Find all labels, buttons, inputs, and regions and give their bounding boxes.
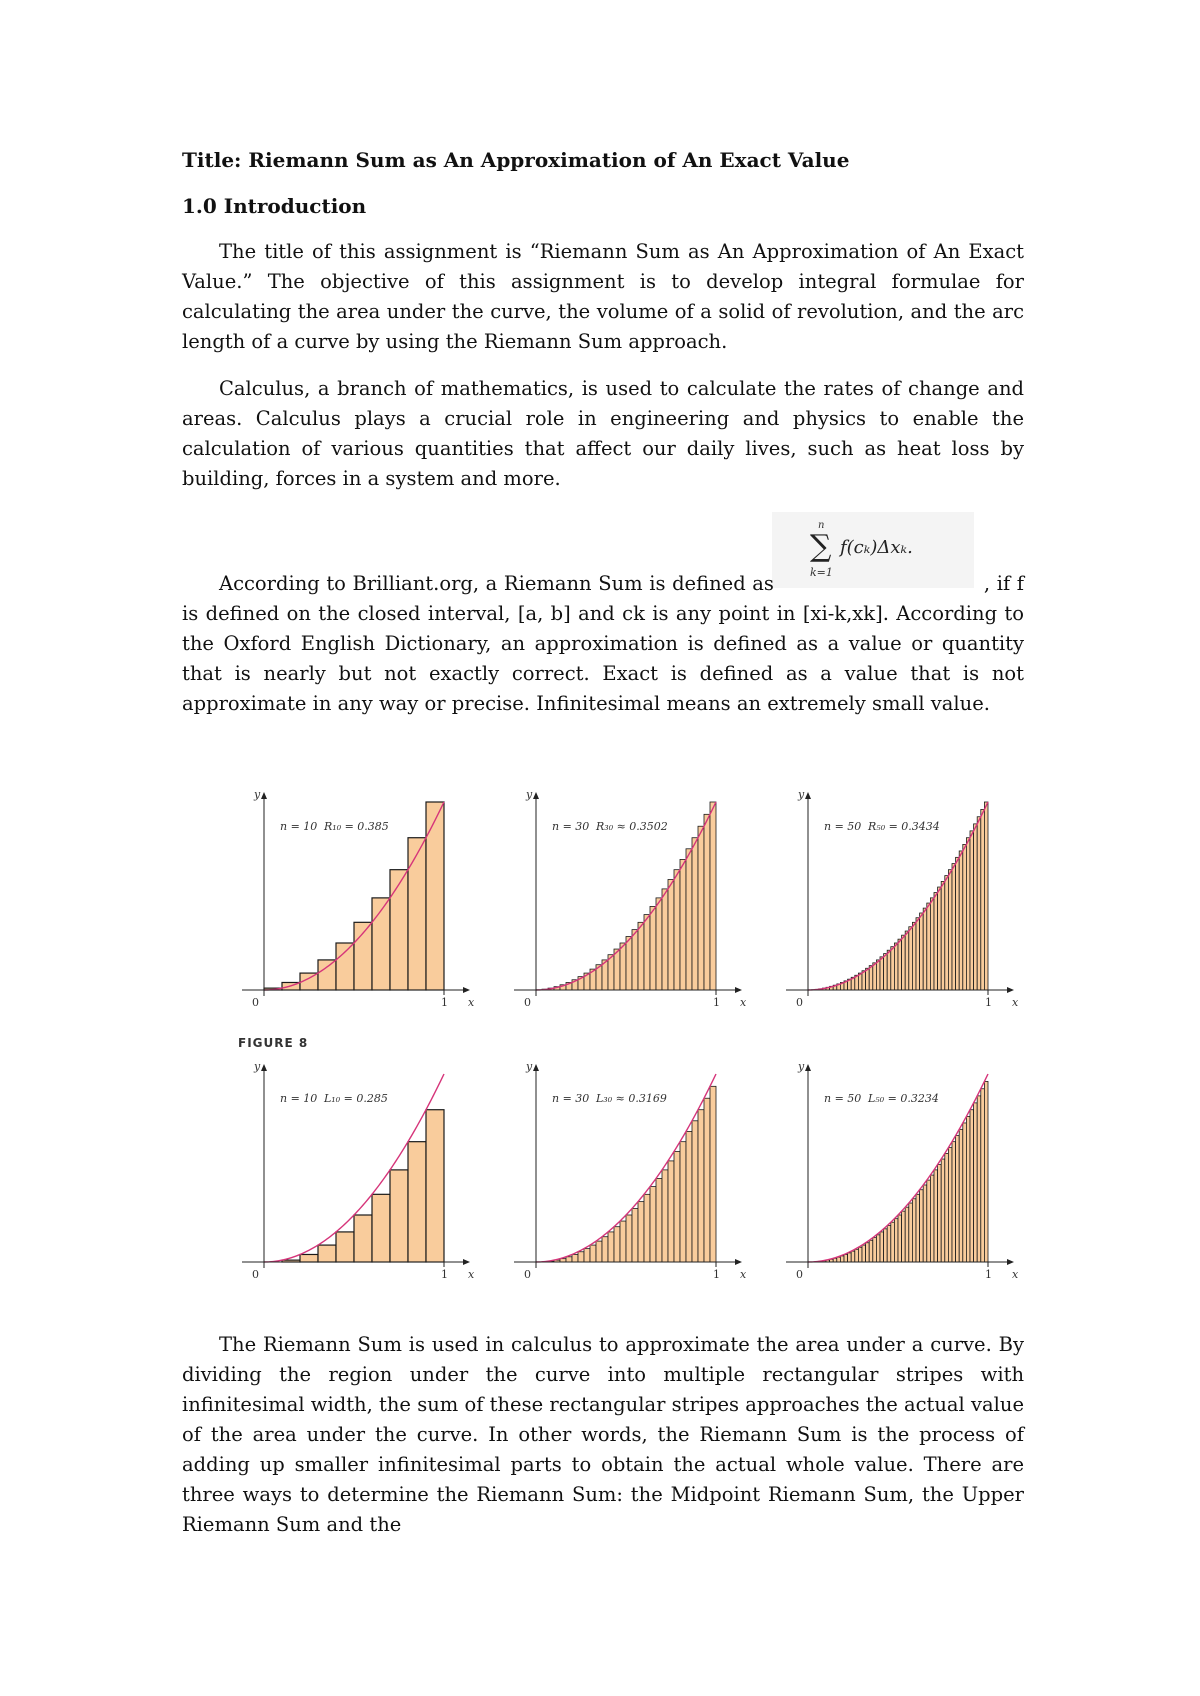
riemann-bar xyxy=(686,1131,692,1262)
riemann-bar xyxy=(620,1221,626,1262)
riemann-bar xyxy=(891,1222,895,1262)
formula-placeholder xyxy=(774,569,984,597)
riemann-bar xyxy=(668,1161,674,1262)
riemann-bar xyxy=(880,1232,884,1262)
riemann-bar xyxy=(848,1253,852,1262)
riemann-bar xyxy=(902,935,906,990)
riemann-bar xyxy=(963,844,967,990)
riemann-bar xyxy=(584,1249,590,1262)
formula-sum-top: n xyxy=(818,520,825,531)
x-axis-label: x xyxy=(1012,1268,1019,1281)
riemann-sum-value-label: R₃₀ ≈ 0.3502 xyxy=(596,820,668,833)
riemann-bar xyxy=(894,1219,898,1262)
intro-paragraph-1 xyxy=(182,237,1024,357)
riemann-bar xyxy=(680,1142,686,1262)
document-title: Title: Riemann Sum as An Approximation of An Exact Value xyxy=(182,148,850,172)
riemann-bar xyxy=(602,1237,608,1262)
partition-count-label: n = 30 xyxy=(552,820,590,833)
riemann-bar xyxy=(916,918,920,990)
riemann-bar xyxy=(336,943,354,990)
riemann-explanation-paragraph xyxy=(182,1330,1024,1540)
riemann-bar xyxy=(650,1187,656,1262)
riemann-bar xyxy=(844,1254,848,1262)
x-axis-arrow-icon xyxy=(1007,987,1014,993)
riemann-bar xyxy=(620,943,626,990)
riemann-bar xyxy=(300,1254,318,1262)
y-axis-arrow-icon xyxy=(261,1064,267,1071)
origin-tick-label: 0 xyxy=(252,996,259,1009)
riemann-bar xyxy=(898,939,902,990)
origin-tick-label: 0 xyxy=(796,996,803,1009)
y-axis-label: y xyxy=(254,1060,261,1073)
riemann-bar xyxy=(909,927,913,990)
riemann-bar xyxy=(956,857,960,990)
y-axis-arrow-icon xyxy=(805,1064,811,1071)
riemann-bar xyxy=(650,906,656,990)
riemann-chart-left-n50 xyxy=(780,1060,1030,1281)
riemann-bar xyxy=(710,1086,716,1262)
riemann-bar xyxy=(963,1123,967,1262)
riemann-chart-left-n10 xyxy=(236,1060,486,1281)
riemann-sum-value-label: R₅₀ = 0.3434 xyxy=(868,820,940,833)
riemann-bar xyxy=(698,826,704,990)
formula-body: f(cₖ)Δxₖ. xyxy=(840,537,913,558)
riemann-bar xyxy=(912,1199,916,1262)
origin-tick-label: 0 xyxy=(524,996,531,1009)
riemann-bar xyxy=(948,1148,952,1262)
riemann-bar xyxy=(934,893,938,990)
paragraph-text: Calculus, a branch of mathematics, is used to calculate the rates of change and areas. Calculus plays a crucial role in engineering and physics to enable the calculation of various quantities that affect our daily lives, such as heat loss by building, forces in a system and more. xyxy=(182,377,1024,490)
riemann-bar xyxy=(560,1259,566,1262)
riemann-bar xyxy=(608,1232,614,1262)
definition-text-after: , if f is defined on the closed interval, [a, b] and ck is any point in [xi-k,xk]. According to the Oxford English Dictionary, an approximation is defined as a value or quantity that is nearly but not exactly correct. Exact is defined as a value that is not approximate in any way or precise. Infinitesimal means an extremely small value. xyxy=(182,572,1024,715)
riemann-bar xyxy=(668,880,674,991)
riemann-bar xyxy=(354,1215,372,1262)
riemann-bar xyxy=(970,831,974,990)
riemann-bar xyxy=(426,1110,444,1262)
partition-count-label: n = 50 xyxy=(824,1092,862,1105)
x-tick-label: 1 xyxy=(441,996,448,1009)
definition-text-before: According to Brilliant.org, a Riemann Sum is defined as xyxy=(219,572,774,595)
origin-tick-label: 0 xyxy=(524,1268,531,1281)
riemann-chart-right-n30 xyxy=(508,788,758,1009)
riemann-bar xyxy=(390,870,408,990)
riemann-bar xyxy=(632,930,638,990)
riemann-bar xyxy=(390,1170,408,1262)
riemann-bar xyxy=(959,851,963,990)
riemann-bar xyxy=(934,1170,938,1262)
riemann-bar xyxy=(876,960,880,990)
riemann-bar xyxy=(578,1252,584,1262)
riemann-bar xyxy=(905,931,909,990)
riemann-bar xyxy=(656,898,662,990)
riemann-bar xyxy=(974,824,978,990)
riemann-bar xyxy=(902,1211,906,1262)
riemann-bar xyxy=(862,971,866,990)
riemann-bar xyxy=(869,1240,873,1262)
figure-caption: FIGURE 8 xyxy=(238,1036,309,1050)
riemann-sum-value-label: L₃₀ ≈ 0.3169 xyxy=(596,1092,667,1105)
riemann-chart-right-n10 xyxy=(236,788,486,1009)
riemann-bar xyxy=(977,817,981,990)
riemann-bar xyxy=(952,864,956,990)
riemann-bar xyxy=(566,1257,572,1262)
riemann-bar xyxy=(614,949,620,990)
partition-count-label: n = 30 xyxy=(552,1092,590,1105)
y-axis-label: y xyxy=(254,788,261,801)
riemann-bar xyxy=(426,802,444,990)
riemann-bar xyxy=(945,876,949,990)
riemann-sum-value-label: R₁₀ = 0.385 xyxy=(324,820,389,833)
riemann-bar xyxy=(408,1142,426,1262)
riemann-bar xyxy=(686,849,692,990)
riemann-bar xyxy=(938,887,942,990)
riemann-bar xyxy=(858,1247,862,1262)
riemann-bar xyxy=(840,1256,844,1262)
riemann-bar xyxy=(970,1110,974,1262)
x-axis-label: x xyxy=(740,1268,747,1281)
riemann-bar xyxy=(898,1215,902,1262)
riemann-bar xyxy=(866,968,870,990)
riemann-bar xyxy=(920,1190,924,1262)
x-tick-label: 1 xyxy=(441,1268,448,1281)
riemann-bar xyxy=(680,859,686,990)
riemann-bar xyxy=(638,922,644,990)
riemann-bar xyxy=(945,1153,949,1262)
riemann-bar xyxy=(614,1227,620,1262)
riemann-bar xyxy=(692,838,698,990)
riemann-bar xyxy=(974,1103,978,1262)
x-axis-label: x xyxy=(1012,996,1019,1009)
riemann-bar xyxy=(674,870,680,990)
riemann-bar xyxy=(408,838,426,990)
riemann-bar xyxy=(894,943,898,990)
riemann-bar xyxy=(912,922,916,990)
riemann-bar xyxy=(590,1245,596,1262)
riemann-bar xyxy=(318,960,336,990)
paragraph-text xyxy=(182,569,1024,719)
partition-count-label: n = 10 xyxy=(280,820,318,833)
riemann-bar xyxy=(873,963,877,990)
riemann-bar xyxy=(869,966,873,990)
riemann-bar xyxy=(873,1238,877,1262)
riemann-bar xyxy=(977,1096,981,1262)
riemann-chart-left-n30 xyxy=(508,1060,758,1281)
riemann-bar xyxy=(891,947,895,990)
riemann-bar xyxy=(596,1241,602,1262)
riemann-bar xyxy=(336,1232,354,1262)
riemann-bar xyxy=(698,1110,704,1262)
partition-count-label: n = 10 xyxy=(280,1092,318,1105)
x-axis-arrow-icon xyxy=(735,987,742,993)
x-axis-arrow-icon xyxy=(463,1259,470,1265)
riemann-bar xyxy=(644,1194,650,1262)
x-axis-arrow-icon xyxy=(463,987,470,993)
riemann-bar xyxy=(884,1229,888,1262)
riemann-bar xyxy=(941,881,945,990)
riemann-bar xyxy=(905,1207,909,1262)
riemann-bar xyxy=(909,1203,913,1262)
x-tick-label: 1 xyxy=(985,996,992,1009)
x-tick-label: 1 xyxy=(713,1268,720,1281)
riemann-sum-value-label: L₅₀ = 0.3234 xyxy=(868,1092,939,1105)
origin-tick-label: 0 xyxy=(252,1268,259,1281)
riemann-bar xyxy=(948,870,952,990)
riemann-bar xyxy=(927,903,931,990)
riemann-bar xyxy=(632,1209,638,1262)
riemann-bar xyxy=(930,1175,934,1262)
riemann-bar xyxy=(855,1249,859,1262)
riemann-bar xyxy=(981,809,985,990)
y-axis-label: y xyxy=(798,788,805,801)
formula-sum-bottom: k=1 xyxy=(810,566,833,579)
riemann-bar xyxy=(981,1089,985,1262)
riemann-bar xyxy=(318,1245,336,1262)
x-axis-arrow-icon xyxy=(735,1259,742,1265)
riemann-bar xyxy=(880,957,884,990)
x-axis-label: x xyxy=(468,1268,475,1281)
riemann-bar xyxy=(692,1121,698,1262)
riemann-bar xyxy=(862,1245,866,1262)
y-axis-label: y xyxy=(526,1060,533,1073)
riemann-bar xyxy=(662,889,668,990)
riemann-bar xyxy=(923,1185,927,1262)
section-heading: 1.0 Introduction xyxy=(182,194,367,218)
y-axis-label: y xyxy=(526,788,533,801)
riemann-bar xyxy=(887,950,891,990)
riemann-bar xyxy=(638,1202,644,1262)
riemann-bar xyxy=(916,1194,920,1262)
formula-sum-symbol: ∑ xyxy=(810,529,832,564)
y-axis-arrow-icon xyxy=(805,792,811,799)
riemann-bar xyxy=(941,1159,945,1262)
riemann-bar xyxy=(959,1129,963,1262)
riemann-bar xyxy=(644,915,650,990)
riemann-bar xyxy=(952,1142,956,1262)
paragraph-text: The title of this assignment is “Riemann Sum as An Approximation of An Exact Value.” The objective of this assignment is to develop integral formulae for calculating the area under the curve, the volume of a solid of revolution, and the arc length of a curve by using the Riemann Sum approach. xyxy=(182,240,1024,353)
riemann-bar xyxy=(372,1194,390,1262)
x-axis-label: x xyxy=(740,996,747,1009)
riemann-bar xyxy=(887,1226,891,1262)
riemann-bar xyxy=(662,1170,668,1262)
riemann-bar xyxy=(956,1136,960,1262)
riemann-chart-right-n50 xyxy=(780,788,1030,1009)
x-tick-label: 1 xyxy=(713,996,720,1009)
y-axis-label: y xyxy=(798,1060,805,1073)
riemann-bar xyxy=(656,1178,662,1262)
riemann-sum-value-label: L₁₀ = 0.285 xyxy=(324,1092,388,1105)
riemann-bar xyxy=(626,937,632,990)
riemann-bar xyxy=(866,1243,870,1262)
partition-count-label: n = 50 xyxy=(824,820,862,833)
riemann-bar xyxy=(884,954,888,990)
riemann-bar xyxy=(927,1180,931,1262)
x-tick-label: 1 xyxy=(985,1268,992,1281)
riemann-bar xyxy=(674,1152,680,1263)
riemann-bar xyxy=(704,814,710,990)
riemann-bar xyxy=(930,898,934,990)
paragraph-text: The Riemann Sum is used in calculus to approximate the area under a curve. By dividing the region under the curve into multiple rectangular stripes with infinitesimal width, the sum of these rectangular stripes approaches the actual value of the area under the curve. In other words, the Riemann Sum is the process of adding up smaller infinitesimal parts to obtain the actual whole value. There are three ways to determine the Riemann Sum: the Midpoint Riemann Sum, the Upper Riemann Sum and the xyxy=(182,1333,1024,1536)
definition-paragraph xyxy=(182,569,1024,719)
y-axis-arrow-icon xyxy=(533,1064,539,1071)
riemann-bar xyxy=(710,802,716,990)
riemann-bar xyxy=(876,1235,880,1262)
riemann-bar xyxy=(984,1081,988,1262)
riemann-bar xyxy=(966,1116,970,1262)
riemann-bar xyxy=(923,908,927,990)
riemann-bar xyxy=(704,1098,710,1262)
riemann-bar xyxy=(626,1215,632,1262)
riemann-bar xyxy=(837,1257,841,1262)
riemann-bar xyxy=(938,1165,942,1262)
y-axis-arrow-icon xyxy=(533,792,539,799)
x-axis-label: x xyxy=(468,996,475,1009)
riemann-bar xyxy=(572,1254,578,1262)
riemann-bar xyxy=(920,913,924,990)
riemann-bar xyxy=(966,838,970,990)
riemann-bar xyxy=(984,802,988,990)
y-axis-arrow-icon xyxy=(261,792,267,799)
x-axis-arrow-icon xyxy=(1007,1259,1014,1265)
origin-tick-label: 0 xyxy=(796,1268,803,1281)
intro-paragraph-2 xyxy=(182,374,1024,494)
riemann-bar xyxy=(851,1251,855,1262)
